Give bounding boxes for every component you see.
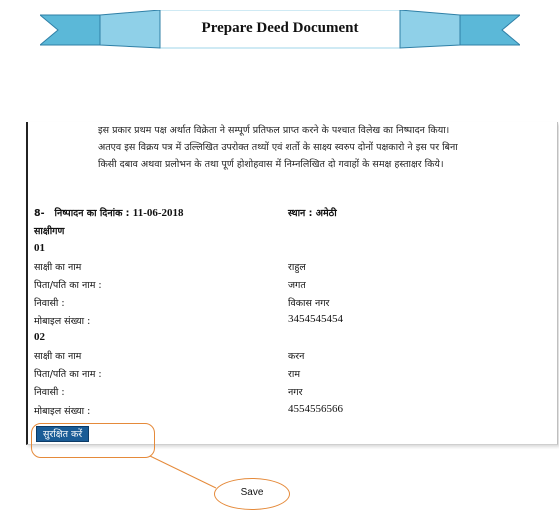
witness-father-label: पिता/पति का नाम :	[34, 369, 102, 380]
witness-address-label: निवासी :	[34, 387, 65, 398]
witness-name-value: करन	[288, 351, 305, 362]
witness-mobile-value: 3454545454	[288, 313, 343, 325]
witness-index: 01	[34, 242, 45, 254]
callout-text: Save	[240, 487, 264, 498]
witness-mobile-label: मोबाइल संख्या :	[34, 316, 91, 327]
execution-number: 8-	[34, 208, 45, 219]
witness-father-value: जगत	[288, 280, 306, 291]
witness-name-value: राहुल	[288, 262, 306, 273]
callout-bubble	[214, 478, 290, 510]
witness-name-label: साक्षी का नाम	[34, 351, 82, 362]
witness-mobile-label: मोबाइल संख्या :	[34, 406, 91, 417]
witness-index: 02	[34, 331, 45, 343]
witness-father-value: राम	[288, 369, 301, 380]
banner-title: Prepare Deed Document	[201, 20, 359, 36]
paragraph-line-1: इस प्रकार प्रथम पक्ष अर्थात विक्रेता ने सम्पूर्ण प्रतिफल प्राप्त करने के पश्चात विलेख का निष्पादन किया।	[98, 125, 450, 136]
save-button[interactable]: सुरक्षित करें	[36, 426, 89, 442]
paragraph-line-2: अतएव इस विक्रय पत्र में उल्लिखित उपरोक्त तथ्यों एवं शर्तो के साक्ष्य स्वरुप दोनों पक्षकारो ने इस पर बिना	[98, 142, 458, 153]
execution-place-label: स्थान :	[288, 208, 313, 219]
execution-date-value: 11-06-2018	[132, 207, 184, 219]
execution-place-value: अमेठी	[315, 208, 337, 219]
witness-name-label: साक्षी का नाम	[34, 262, 82, 273]
witness-address-value: विकास नगर	[288, 298, 330, 309]
execution-date-label: निष्पादन का दिनांक :	[54, 208, 130, 219]
witness-address-value: नगर	[288, 387, 303, 398]
paragraph-line-3: किसी दबाव अथवा प्रलोभन के तथा पूर्ण होशोहवास में निम्नलिखित दो गवाहों के समक्ष हस्ताक्षर किये।	[98, 159, 444, 170]
witness-address-label: निवासी :	[34, 298, 65, 309]
witnesses-heading: साक्षीगण	[34, 226, 65, 237]
witness-father-label: पिता/पति का नाम :	[34, 280, 102, 291]
witness-mobile-value: 4554556566	[288, 403, 343, 415]
